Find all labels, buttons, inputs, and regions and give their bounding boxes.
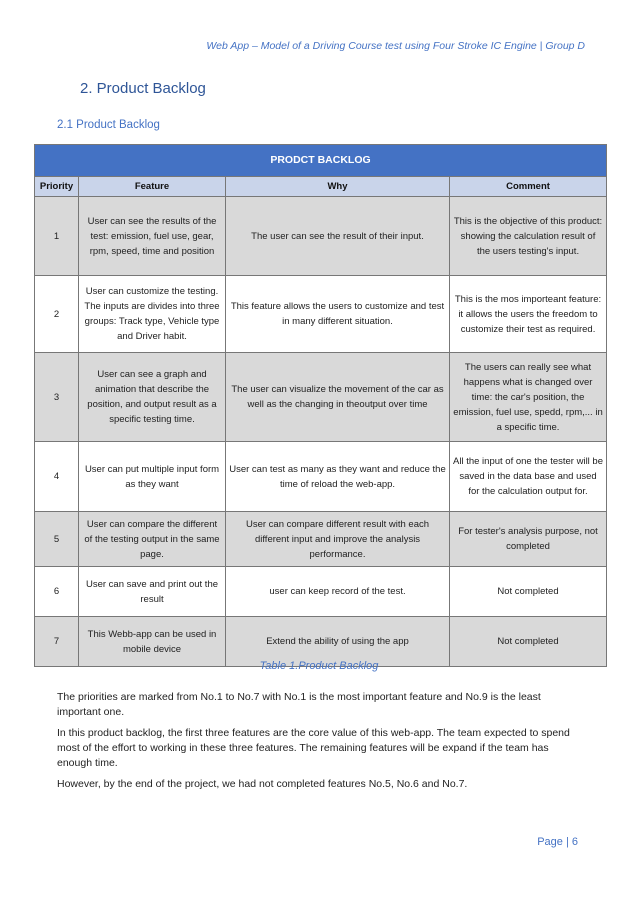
cell-priority: 5 (35, 512, 79, 567)
cell-priority: 1 (35, 197, 79, 276)
table-row (35, 617, 607, 667)
table-row (35, 276, 607, 353)
cell-feature: User can save and print out the result (79, 567, 226, 617)
paragraph: In this product backlog, the first three features are the core value of this web-app. The team expected to spend most of the effort to working in these three features. The remaining features will be expand if the team has enough time. (57, 727, 570, 769)
cell-comment: For tester's analysis purpose, not completed (450, 512, 607, 567)
cell-why: The user can see the result of their input. (226, 197, 450, 276)
cell-why: Extend the ability of using the app (226, 617, 450, 667)
cell-feature: This Webb-app can be used in mobile device (79, 617, 226, 667)
cell-comment: This is the objective of this product: showing the calculation result of the users testing's input. (450, 197, 607, 276)
column-header-priority: Priority (35, 177, 79, 197)
page-header: Web App – Model of a Driving Course test using Four Stroke IC Engine | Group D (206, 40, 585, 52)
cell-feature: User can see the results of the test: emission, fuel use, gear, rpm, speed, time and position (79, 197, 226, 276)
section-heading: 2. Product Backlog (80, 80, 206, 97)
cell-feature: User can see a graph and animation that describe the position, and output result as a specific testing time. (79, 353, 226, 442)
body-text (57, 690, 582, 798)
table-caption: Table 1.Product Backlog (259, 660, 379, 672)
cell-why: User can test as many as they want and reduce the time of reload the web-app. (226, 442, 450, 512)
table-row (35, 512, 607, 567)
table-row (35, 567, 607, 617)
table-title: PRODCT BACKLOG (35, 145, 607, 177)
cell-feature: User can customize the testing. The inputs are divides into three groups: Track type, Vehicle type and Driver habit. (79, 276, 226, 353)
cell-comment: The users can really see what happens what is changed over time: the car's position, the emission, fuel use, spedd, rpm,... in a specific time. (450, 353, 607, 442)
cell-feature: User can put multiple input form as they want (79, 442, 226, 512)
cell-priority: 2 (35, 276, 79, 353)
column-header-comment: Comment (450, 177, 607, 197)
cell-comment: Not completed (450, 567, 607, 617)
table-row (35, 197, 607, 276)
cell-why: This feature allows the users to customize and test in many different situation. (226, 276, 450, 353)
cell-comment: This is the mos importeant feature: it allows the users the freedom to customize their test as required. (450, 276, 607, 353)
cell-comment: Not completed (450, 617, 607, 667)
cell-feature: User can compare the different of the testing output in the same page. (79, 512, 226, 567)
cell-why: User can compare different result with each different input and improve the analysis performance. (226, 512, 450, 567)
cell-priority: 7 (35, 617, 79, 667)
column-header-why: Why (226, 177, 450, 197)
product-backlog-table (34, 144, 607, 667)
cell-priority: 3 (35, 353, 79, 442)
page-number: Page | 6 (537, 836, 578, 848)
table-row (35, 353, 607, 442)
cell-priority: 4 (35, 442, 79, 512)
table-row (35, 442, 607, 512)
paragraph: The priorities are marked from No.1 to No.7 with No.1 is the most important feature and No.9 is the least important one. (57, 691, 541, 718)
cell-comment: All the input of one the tester will be saved in the data base and used for the calculation output for. (450, 442, 607, 512)
cell-priority: 6 (35, 567, 79, 617)
subsection-heading: 2.1 Product Backlog (57, 119, 160, 131)
cell-why: The user can visualize the movement of the car as well as the changing in theoutput over time (226, 353, 450, 442)
paragraph: However, by the end of the project, we had not completed features No.5, No.6 and No.7. (57, 778, 468, 790)
column-header-feature: Feature (79, 177, 226, 197)
cell-why: user can keep record of the test. (226, 567, 450, 617)
